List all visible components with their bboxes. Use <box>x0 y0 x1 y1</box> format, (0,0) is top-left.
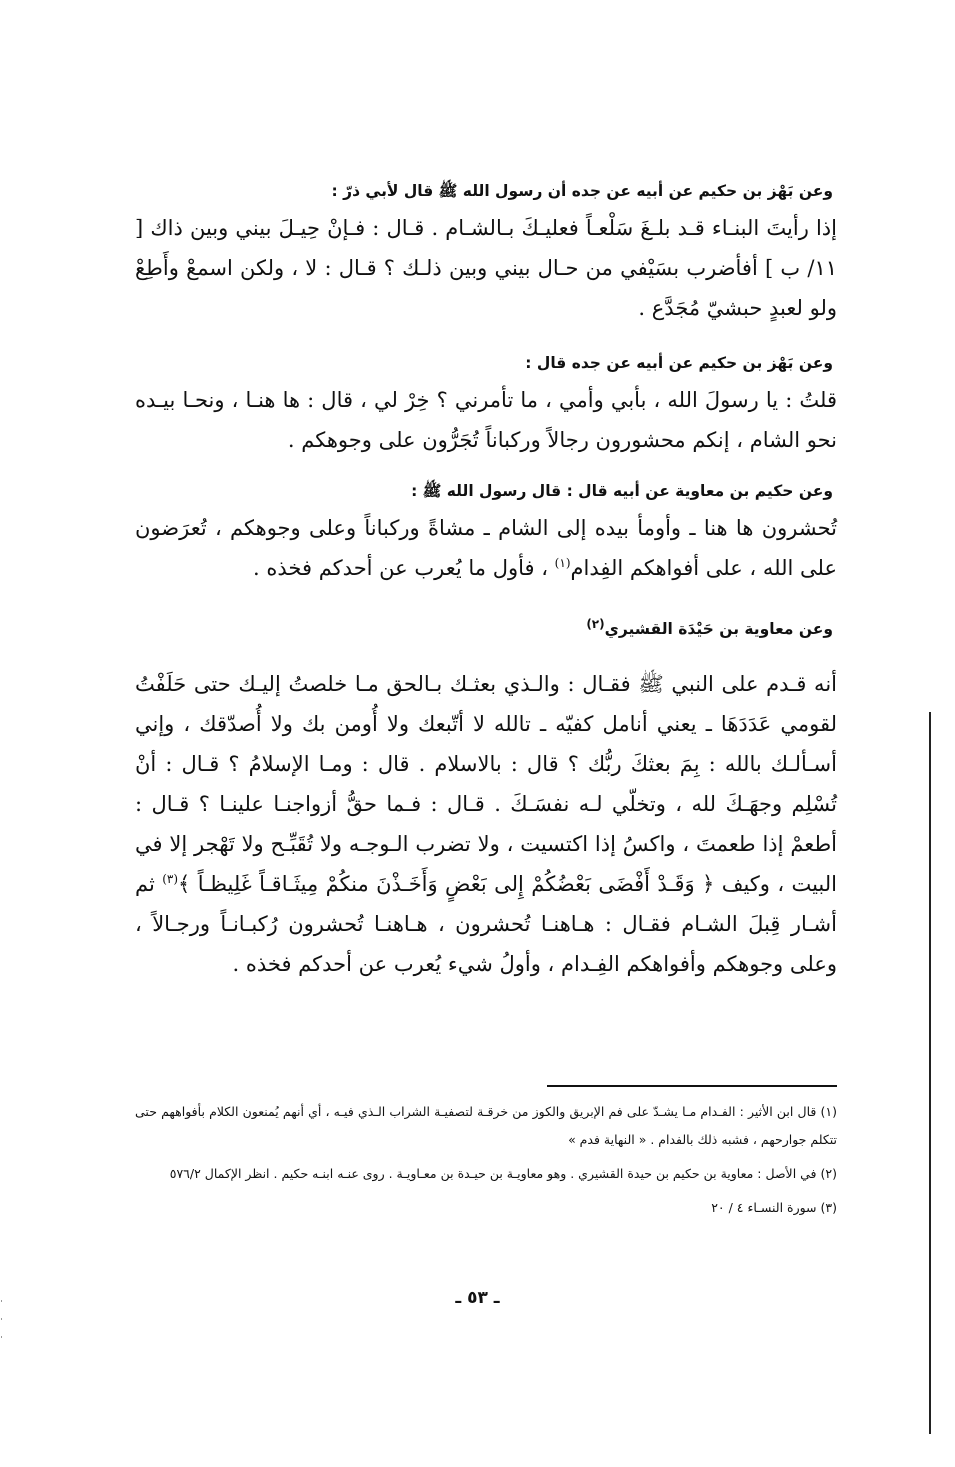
scan-edge-mark <box>1 1318 2 1320</box>
hadith-text-3 <box>135 508 837 588</box>
hadith-heading-1: وعن بَهْز بن حكيم عن أبيه عن جده أن رسول الله ﷺ قال لأبي ذرّ : <box>331 182 833 200</box>
scan-edge-mark <box>1 1300 2 1302</box>
scan-edge-mark <box>1 1336 2 1338</box>
main-text-column <box>135 178 837 984</box>
footnote-ref-2: (٢) <box>586 616 605 631</box>
hadith-heading-3: وعن حكيم بن معاوية عن أبيه قال : قال رسول الله ﷺ : <box>411 482 833 500</box>
footnote-2: (٢) في الأصل : معاوية بن حكيم بن حيدة القشيري . وهو معاويـة بن حيـدة بن معـاويـة . روى عنـه ابنـه حكيم . انظر الإكمال ٥٧٦/٢ <box>169 1166 837 1181</box>
footnote-separator <box>547 1085 837 1087</box>
hadith-text-4-part-1: أنه قـدم على النبي ﷺ فقـال : والـذي بعثـك بـالحق مـا خلصتُ إليـك حتى حَلَفْتُ لقومي عَدَدَهَا ـ يعني أنامل كفيّه ـ تالله لا أتّبعك ولا أُومن بك ولا أُصدّقك ، وإني أسـألـك بالله : بِمَ بعثكَ ربُّك ؟ قال : بالاسلام . قال : ومـا الإسلامُ ؟ قـال : أنْ تُسْلِم وجهَـكَ لله ، وتخلّي لـه نفسَـكَ . قـال : فـما حقُّ أزواجنـا علينـا ؟ قـال : أطعمْ إذا طعمتَ ، واكسُ إذا اكتسيت ، ولا تضرب الـوجـه ولا تُقَبِّـح ولا تَهْجر إلا في البيت ، وكيف <box>135 672 838 896</box>
footnote-3: (٣) سورة النسـاء ٤ / ٢٠ <box>711 1200 837 1215</box>
footnote-1: (١) قال ابن الأثير : الفـدام مـا يشـدّ على فم الإبريق والكوز من خرقـة لتصفيـة الشراب الـذي فيـه ، أي أنهم يُمنعون الكلام بأفواههم حتى تتكلم جوارحهم ، فشبه ذلك بالفدام . « النهاية فدم » <box>135 1104 837 1147</box>
quran-verse: ﴿ وَقَـدْ أَفْضَى بَعْضُكُمْ إِلى بَعْضٍ وَأَخَـذْنَ منكُمْ مِيثَـاقـاً غَلِيظـاً ﴾ <box>178 872 715 896</box>
hadith-heading-4-text: وعن معاوية بن حَيْدَة القشيري <box>604 620 833 638</box>
footnote-ref-1: (١) <box>554 556 571 570</box>
hadith-heading-2: وعن بَهْز بن حكيم عن أبيه عن جده قال : <box>525 354 833 372</box>
hadith-text-4-part-2: ثم أشـار قِبلَ الشـام فقـال : هـاهنـا تُحشرون ، هـاهنـا تُحشرون رُكبـانـاً ورجـالاً ، وعلى وجوهكم وأفواهكم الفِـدام ، وأولُ شيء يُعرب عن أحدكم فخذه . <box>135 872 837 976</box>
hadith-text-3-part-2: ، فأول ما يُعرب عن أحدكم فخذه . <box>253 556 555 580</box>
footnote-ref-3: (٣) <box>162 872 179 886</box>
hadith-text-3-part-1: تُحشرون ها هنا ـ وأومأ بيده إلى الشام ـ مشاةً وركباناً وعلى وجوهكم ، تُعرَضون على الله ، على أفواهكم الفِدام <box>135 516 837 580</box>
hadith-text-1: إذا رأيتَ البنـاء قـد بلـغَ سَلْعـاً فعليـكَ بـالشـام . قـال : فـإنْ حِيـلَ بيني وبين ذاك [ ١١/ ب ] أفأضرب بسَيْفي من حـال بيني وبين ذلـك ؟ قـال : لا ، ولكن اسمعْ وأَطِعْ ولو لعبدٍ حبشيّ مُجَدَّع . <box>135 216 837 320</box>
footnotes <box>135 1098 837 1228</box>
page-number: ـ ٥٣ ـ <box>455 1288 500 1308</box>
margin-binding-line <box>929 712 931 1434</box>
hadith-heading-4 <box>135 616 837 642</box>
hadith-text-4 <box>135 664 837 984</box>
hadith-text-2: قلتُ : يا رسولَ الله ، بأبي وأمي ، ما تأمرني ؟ خِرْ لي ، قال : ها هنـا ، ونحـا بيـده نحو الشام ، إنكم محشورون رجالاً وركباناً تُجَرُّون على وجوهكم . <box>135 388 837 452</box>
